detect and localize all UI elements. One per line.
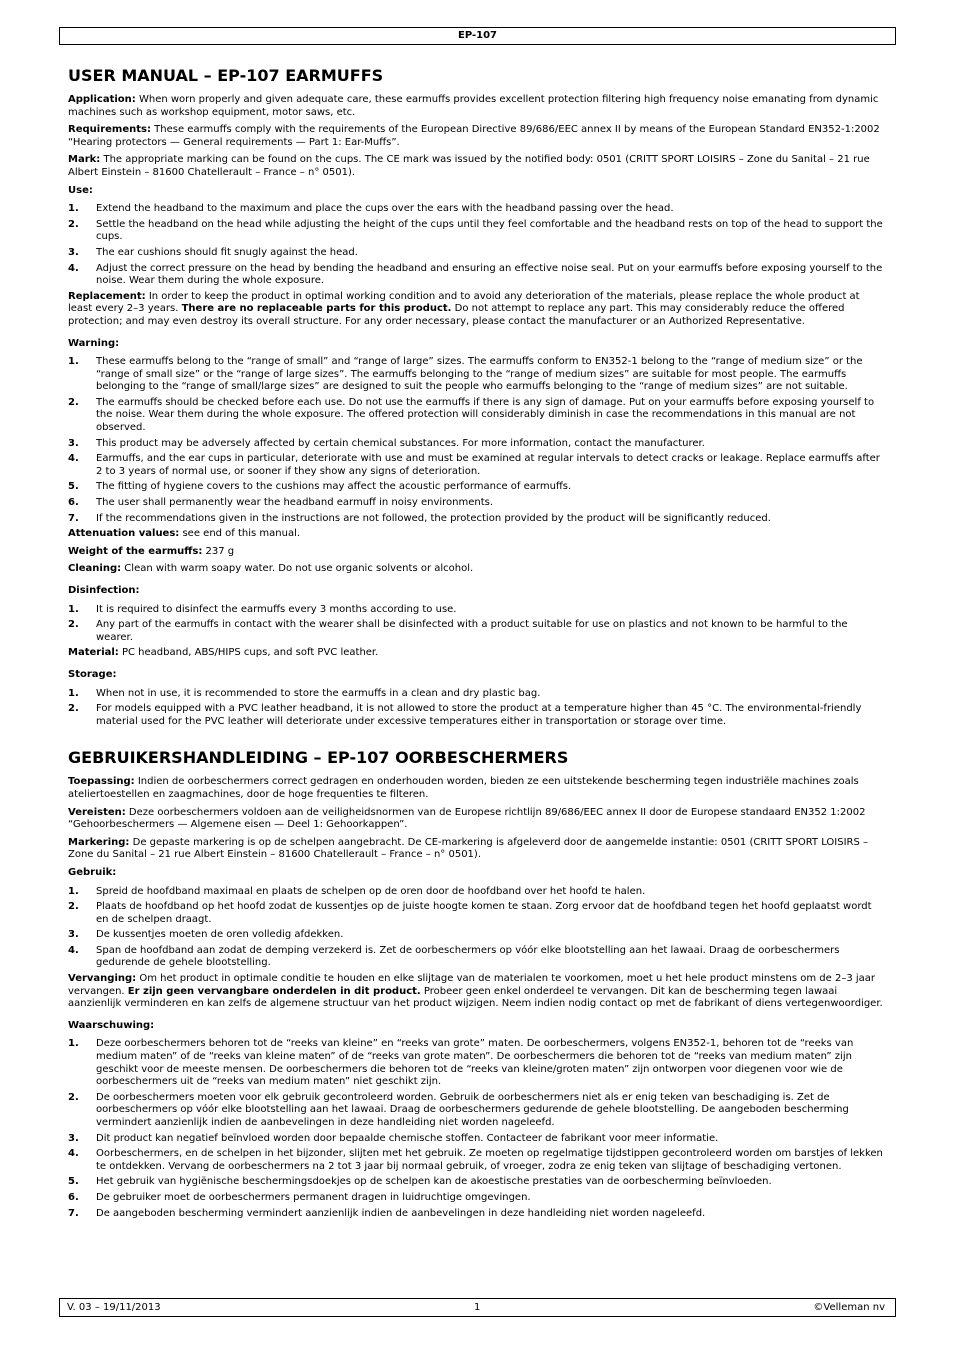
en-attenuation: Attenuation values: see end of this manual. bbox=[68, 528, 301, 540]
nl-use-list bbox=[68, 886, 886, 971]
list-item bbox=[68, 688, 886, 701]
en-use-list bbox=[68, 203, 886, 288]
list-item bbox=[68, 247, 886, 260]
list-item-number: 4. bbox=[68, 1148, 79, 1160]
list-item-text: Any part of the earmuffs in contact with the wearer shall be disinfected with a product suitable for use on plastics and not known to be harmful to the wearer. bbox=[96, 619, 848, 643]
list-item-number: 3. bbox=[68, 929, 79, 941]
en-cleaning: Cleaning: Clean with warm soapy water. Do not use organic solvents or alcohol. bbox=[68, 563, 474, 575]
en-storage-list bbox=[68, 688, 886, 729]
list-item-number: 1. bbox=[68, 687, 79, 699]
page-footer bbox=[59, 1298, 896, 1317]
list-item-text: The fitting of hygiene covers to the cushions may affect the acoustic performance of earmuffs. bbox=[96, 481, 572, 493]
list-item-text: For models equipped with a PVC leather headband, it is not allowed to store the product at a temperature higher than 45 °C. The environmental-friendly material used for the PVC leather will deteriorate under excessive temperatures either in transportation or storage over time. bbox=[96, 703, 862, 727]
list-item-text: Settle the headband on the head while adjusting the height of the cups until they feel comfortable and the headband rests on top of the head to support the cups. bbox=[96, 218, 883, 243]
footer-copyright: ©Velleman nv bbox=[813, 1302, 885, 1313]
list-item bbox=[68, 513, 886, 526]
list-item-text: Deze oorbeschermers behoren tot de “reeks van kleine” en “reeks van grote” maten. De oorbeschermers, volgens EN352-1, behoren tot de “reeks van medium maten” of de “reeks van kleine maten” of de “reeks van grote maten”. De oorbeschermers die behoren tot de “reeks van medium maten” zijn geschikt voor de meeste mensen. De oorbeschermers die behoren tot de “reeks van kleine/groten maten” zijn ontworpen voor diegenen voor wie de oorbeschermers uit de “reeks van medium maten” niet geschikt zijn. bbox=[96, 1038, 854, 1088]
page-header bbox=[59, 27, 896, 45]
list-item-text: Earmuffs, and the ear cups in particular, deteriorate with use and must be examined at regular intervals to detect cracks or leakage. Replace earmuffs after 2 to 3 years of normal use, or sooner if they show any signs of deterioration. bbox=[96, 453, 880, 477]
list-item bbox=[68, 263, 886, 288]
nl-warning-heading: Waarschuwing: bbox=[68, 1019, 155, 1031]
document-body bbox=[68, 66, 886, 1223]
list-item bbox=[68, 1092, 886, 1130]
list-item-text: It is required to disinfect the earmuffs every 3 months according to use. bbox=[96, 603, 457, 615]
list-item bbox=[68, 1176, 886, 1189]
list-item bbox=[68, 604, 886, 617]
list-item-text: These earmuffs belong to the “range of small” and “range of large” sizes. The earmuffs conform to EN352-1 belong to the “range of medium size” or the “range of small size” or the “range of large sizes”. The earmuffs belonging to the “range of medium sizes” are suitable for most people. The earmuffs belonging to the “range of small/large sizes” are designed to suit the people who earmuffs belonging to the “range of medium sizes” are not suitable. bbox=[96, 356, 863, 393]
list-item-number: 3. bbox=[68, 246, 79, 258]
list-item-number: 2. bbox=[68, 703, 79, 715]
list-item-text: De aangeboden bescherming vermindert aanzienlijk indien de aanbevelingen in deze handleiding niet worden nageleefd. bbox=[96, 1207, 706, 1219]
list-item bbox=[68, 901, 886, 926]
list-item bbox=[68, 1038, 886, 1088]
list-item bbox=[68, 1148, 886, 1173]
list-item-number: 2. bbox=[68, 1091, 79, 1103]
list-item-number: 5. bbox=[68, 481, 79, 493]
list-item-text: Het gebruik van hygiënische beschermingsdoekjes op de schelpen kan de akoestische prestaties van de oorbescherming beïnvloeden. bbox=[96, 1176, 772, 1188]
list-item-number: 3. bbox=[68, 437, 79, 449]
list-item bbox=[68, 356, 886, 394]
list-item bbox=[68, 438, 886, 451]
list-item-text: De kussentjes moeten de oren volledig afdekken. bbox=[96, 929, 344, 941]
list-item-number: 1. bbox=[68, 603, 79, 615]
list-item-number: 6. bbox=[68, 1191, 79, 1203]
list-item-text: De gebruiker moet de oorbeschermers permanent dragen in luidruchtige omgevingen. bbox=[96, 1191, 531, 1203]
list-item bbox=[68, 703, 886, 728]
nl-mark: Markering: De gepaste markering is op de schelpen aangebracht. De CE-markering is afgeleverd door de aangemelde instantie: 0501 (CRITT SPORT LOISIRS – Zone du Sanital – 21 rue Albert Einstein – 81600 Chatellerault – France – n° 0501). bbox=[68, 836, 869, 861]
list-item-number: 2. bbox=[68, 218, 79, 230]
list-item-number: 7. bbox=[68, 512, 79, 524]
list-item-number: 4. bbox=[68, 944, 79, 956]
list-item-number: 2. bbox=[68, 901, 79, 913]
list-item bbox=[68, 1208, 886, 1221]
nl-replacement: Vervanging: Om het product in optimale conditie te houden en elke slijtage van de materialen te voorkomen, moet u het hele product minstens om de 2–3 jaar vervangen. Er zijn geen vervangbare onderdelen in dit product. Probeer geen enkel onderdeel te vervangen. Dit kan de bescherming tegen lawaai aanzienlijk verminderen en kan zelfs de algemene structuur van het product wijzigen. Neem indien nodig contact op met de fabrikant of diens vertegenwoordiger. bbox=[68, 973, 883, 1010]
en-disinfection-list bbox=[68, 604, 886, 645]
en-warning-heading: Warning: bbox=[68, 337, 120, 349]
list-item-number: 4. bbox=[68, 453, 79, 465]
list-item bbox=[68, 203, 886, 216]
list-item-text: The ear cushions should fit snugly against the head. bbox=[96, 246, 358, 258]
en-warning-list bbox=[68, 356, 886, 525]
list-item-number: 1. bbox=[68, 356, 79, 368]
list-item bbox=[68, 219, 886, 244]
list-item-text: When not in use, it is recommended to store the earmuffs in a clean and dry plastic bag. bbox=[96, 687, 541, 699]
list-item bbox=[68, 619, 886, 644]
list-item-text: Spreid de hoofdband maximaal en plaats de schelpen op de oren door de hoofdband over het hoofd te halen. bbox=[96, 885, 646, 897]
en-requirements: Requirements: These earmuffs comply with the requirements of the European Directive 89/686/EEC annex II by means of the European Standard EN352-1:2002 “Hearing protectors — General requirements — Part 1: Ear-Muffs”. bbox=[68, 124, 880, 148]
list-item-number: 1. bbox=[68, 885, 79, 897]
en-weight: Weight of the earmuffs: 237 g bbox=[68, 545, 235, 557]
list-item bbox=[68, 1192, 886, 1205]
list-item-text: De oorbeschermers moeten voor elk gebruik gecontroleerd worden. Gebruik de oorbeschermers niet als er enig teken van beschadiging is. Zet de oorbeschermers op vóór elke blootstelling aan het lawaai. Draag de oorbeschermers gedurende de gehele blootstelling. De aangeboden bescherming vermindert aanzienlijk indien de aanbevelingen in deze handleiding niet worden nageleefd. bbox=[96, 1091, 849, 1128]
list-item-text: This product may be adversely affected by certain chemical substances. For more information, contact the manufacturer. bbox=[96, 437, 705, 449]
list-item bbox=[68, 1133, 886, 1146]
list-item bbox=[68, 945, 886, 970]
list-item bbox=[68, 886, 886, 899]
list-item-number: 4. bbox=[68, 262, 79, 274]
list-item-text: Span de hoofdband aan zodat de demping verzekerd is. Zet de oorbeschermers op vóór elke blootstelling aan het lawaai. Draag de oorbeschermers gedurende de gehele blootstelling. bbox=[96, 944, 840, 969]
list-item-number: 5. bbox=[68, 1176, 79, 1188]
en-mark: Mark: The appropriate marking can be found on the cups. The CE mark was issued by the notified body: 0501 (CRITT SPORT LOISIRS – Zone du Sanital – 21 rue Albert Einstein – 81600 Chatellerault – France – n° 0501). bbox=[68, 154, 870, 178]
list-item-text: Oorbeschermers, en de schelpen in het bijzonder, slijten met het gebruik. Ze moeten op regelmatige tijdstippen gecontroleerd worden om barstjes of lekken te ontdekken. Vervang de oorbeschermers na 2 tot 3 jaar bij normaal gebruik, of vroeger, zodra ze enig teken van slijtage of beschadiging vertonen. bbox=[96, 1148, 883, 1172]
list-item-number: 1. bbox=[68, 1038, 79, 1050]
en-storage-heading: Storage: bbox=[68, 668, 117, 680]
en-disinfection-heading: Disinfection: bbox=[68, 585, 140, 596]
list-item bbox=[68, 397, 886, 435]
list-item-text: Extend the headband to the maximum and place the cups over the ears with the headband passing over the head. bbox=[96, 203, 674, 215]
list-item-text: Adjust the correct pressure on the head by bending the headband and ensuring an effective noise seal. Put on your earmuffs before exposing yourself to the noise. Wear them during the whole exposure. bbox=[96, 262, 883, 287]
list-item bbox=[68, 481, 886, 494]
list-item-number: 7. bbox=[68, 1207, 79, 1219]
en-replacement: Replacement: In order to keep the product in optimal working condition and to avoid any deterioration of the materials, please replace the whole product at least every 2–3 years. There are no replaceable parts for this product. Do not attempt to replace any part. This may considerably reduce the offered protection; and may even destroy its overall structure. For any order necessary, please contact the manufacturer or an Authorized Representative. bbox=[68, 290, 860, 327]
list-item bbox=[68, 497, 886, 510]
list-item-number: 3. bbox=[68, 1132, 79, 1144]
list-item-number: 1. bbox=[68, 203, 79, 215]
list-item-text: If the recommendations given in the instructions are not followed, the protection provided by the product will be significantly reduced. bbox=[96, 512, 771, 524]
footer-page-number: 1 bbox=[474, 1302, 481, 1313]
nl-title: GEBRUIKERSHANDLEIDING – EP-107 OORBESCHERMERS bbox=[68, 748, 569, 768]
footer-version: V. 03 – 19/11/2013 bbox=[67, 1302, 161, 1313]
en-material: Material: PC headband, ABS/HIPS cups, and soft PVC leather. bbox=[68, 647, 379, 659]
en-title: USER MANUAL – EP-107 EARMUFFS bbox=[68, 66, 384, 85]
list-item-text: The user shall permanently wear the headband earmuff in noisy environments. bbox=[96, 497, 494, 509]
nl-warning-list bbox=[68, 1038, 886, 1220]
nl-requirements: Vereisten: Deze oorbeschermers voldoen aan de veiligheidsnormen van de Europese richtlijn 89/686/EEC annex II door de Europese standaard EN352 1:2002 “Gehoorbeschermers — Algemene eisen — Deel 1: Gehoorkappen”. bbox=[68, 806, 866, 831]
list-item-number: 2. bbox=[68, 396, 79, 408]
list-item-text: Dit product kan negatief beïnvloed worden door bepaalde chemische stoffen. Contacteer de fabrikant voor meer informatie. bbox=[96, 1132, 719, 1144]
header-model: EP-107 bbox=[457, 30, 497, 41]
list-item bbox=[68, 453, 886, 478]
list-item-number: 2. bbox=[68, 619, 79, 631]
nl-application: Toepassing: Indien de oorbeschermers correct gedragen en onderhouden worden, bieden ze een uitstekende bescherming tegen industriële machines zoals ateliertoestellen en zaagmachines, door de hoge frequenties te filteren. bbox=[68, 776, 859, 800]
en-use-heading: Use: bbox=[68, 184, 93, 196]
list-item bbox=[68, 929, 886, 942]
list-item-number: 6. bbox=[68, 497, 79, 509]
nl-use-heading: Gebruik: bbox=[68, 866, 117, 878]
list-item-text: The earmuffs should be checked before each use. Do not use the earmuffs if there is any sign of damage. Put on your earmuffs before exposing yourself to the noise. Wear them during the whole exposure. The offered protection will considerably diminish in case the recommendations in this manual are not observed. bbox=[96, 396, 875, 434]
en-application: Application: When worn properly and given adequate care, these earmuffs provides excellent protection filtering high frequency noise emanating from dynamic machines such as workshop equipment, motor saws, etc. bbox=[68, 94, 879, 118]
list-item-text: Plaats de hoofdband op het hoofd zodat de kussentjes op de juiste hoogte komen te staan. Zorg ervoor dat de hoofdband tegen het hoofd geplaatst wordt en de schelpen draagt. bbox=[96, 901, 872, 925]
